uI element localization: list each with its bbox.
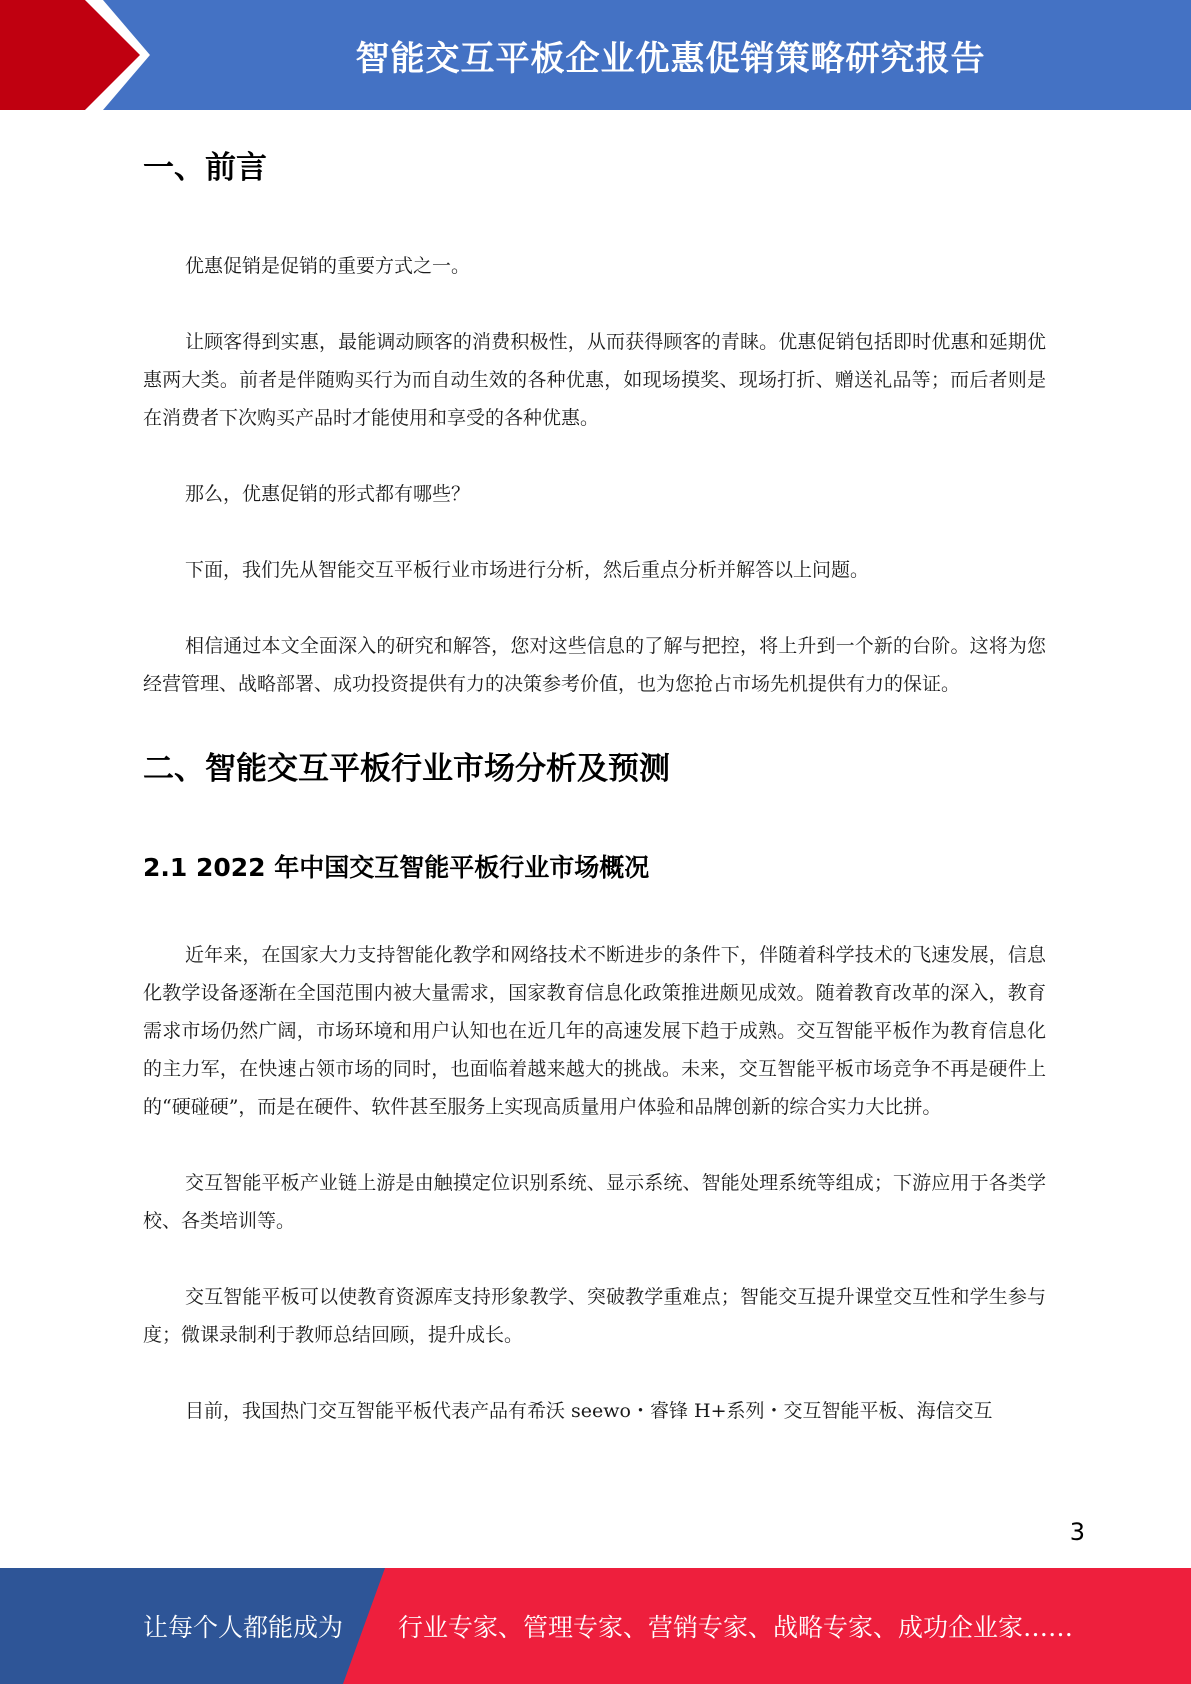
paragraph: 那么，优惠促销的形式都有哪些？ — [185, 483, 471, 505]
paragraph: 让顾客得到实惠，最能调动顾客的消费积极性，从而获得顾客的青睐。优惠促销包括即时优惠和延期优惠两大类。前者是伴随购买行为而自动生效的各种优惠，如现场摸奖、现场打折、赠送礼品等；而后者则是在消费者下次购买产品时才能使用和享受的各种优惠。 — [143, 331, 1046, 429]
paragraph: 近年来，在国家大力支持智能化教学和网络技术不断进步的条件下，伴随着科学技术的飞速发展，信息化教学设备逐渐在全国范围内被大量需求，国家教育信息化政策推进颇见成效。随着教育改革的深入，教育需求市场仍然广阔，市场环境和用户认知也在近几年的高速发展下趋于成熟。交互智能平板作为教育信息化的主力军，在快速占领市场的同时，也面临着越来越大的挑战。未来，交互智能平板市场竞争不再是硬件上的“硬碰硬”，而是在硬件、软件甚至服务上实现高质量用户体验和品牌创新的综合实力大比拼。 — [143, 944, 1046, 1118]
subsection-heading: 2.1 2022 年中国交互智能平板行业市场概况 — [143, 853, 650, 882]
paragraph: 相信通过本文全面深入的研究和解答，您对这些信息的了解与把控，将上升到一个新的台阶。这将为您经营管理、战略部署、成功投资提供有力的决策参考价值，也为您抢占市场先机提供有力的保证。 — [143, 635, 1046, 695]
paragraph: 下面，我们先从智能交互平板行业市场进行分析，然后重点分析并解答以上问题。 — [185, 559, 870, 581]
footer-slogan-left: 让每个人都能成为 — [143, 1613, 344, 1642]
paragraph: 目前，我国热门交互智能平板代表产品有希沃 seewo・睿锋 H+系列・交互智能平板、海信交互 — [185, 1400, 993, 1422]
paragraph: 交互智能平板可以使教育资源库支持形象教学、突破教学重难点；智能交互提升课堂交互性和学生参与度；微课录制利于教师总结回顾，提升成长。 — [143, 1286, 1046, 1346]
paragraph: 交互智能平板产业链上游是由触摸定位识别系统、显示系统、智能处理系统等组成；下游应用于各类学校、各类培训等。 — [143, 1172, 1046, 1232]
page-footer — [0, 1568, 1191, 1684]
section-heading-preface: 一、前言 — [143, 150, 267, 186]
document-body — [143, 110, 1046, 1430]
document-title: 智能交互平板企业优惠促销策略研究报告 — [355, 38, 986, 79]
footer-slogan-right: 行业专家、管理专家、营销专家、战略专家、成功企业家…… — [398, 1613, 1074, 1642]
page-header — [0, 0, 1191, 110]
page-number: 3 — [1069, 1518, 1085, 1546]
section-heading-market: 二、智能交互平板行业市场分析及预测 — [143, 751, 670, 787]
paragraph: 优惠促销是促销的重要方式之一。 — [185, 255, 471, 277]
